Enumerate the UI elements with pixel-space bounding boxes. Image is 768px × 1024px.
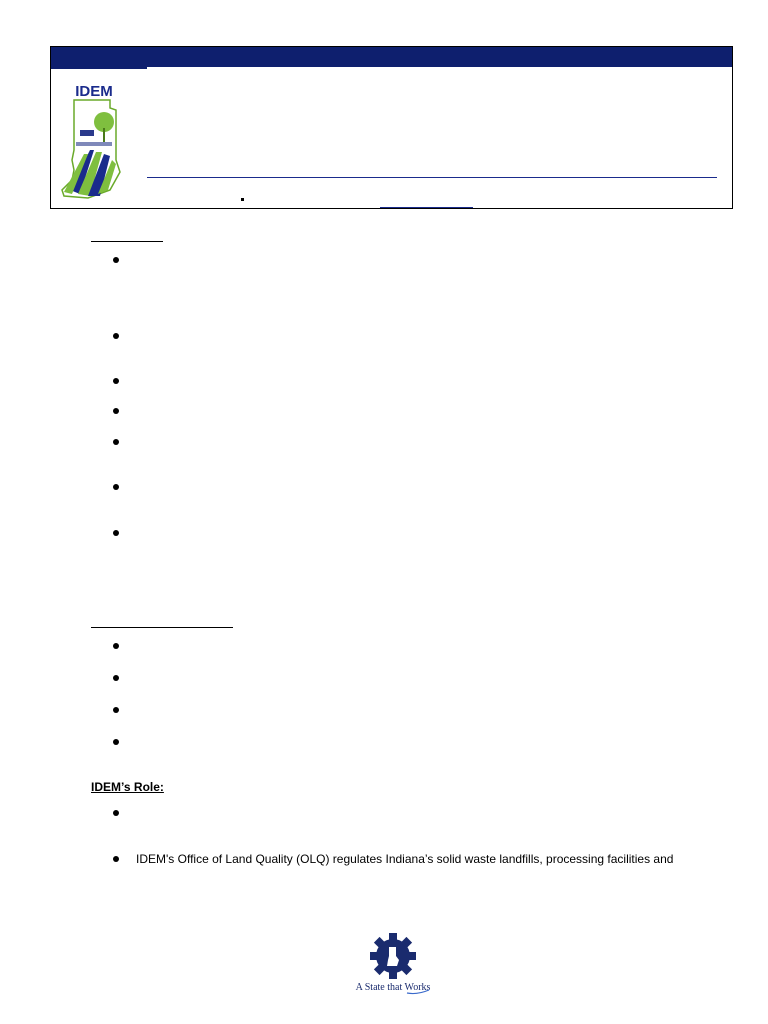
footer-tagline: A State that Works bbox=[355, 982, 431, 993]
section-1-heading-underline bbox=[91, 241, 163, 242]
header-bar-notch bbox=[51, 67, 147, 69]
idem-role-heading: IDEM’s Role: bbox=[91, 780, 164, 794]
idem-role-bullet bbox=[113, 810, 119, 816]
section-2-heading-underline bbox=[91, 627, 233, 628]
section-1-bullet bbox=[113, 257, 119, 263]
section-2-bullet bbox=[113, 643, 119, 649]
idem-logo-text: IDEM bbox=[75, 83, 113, 100]
header-rule bbox=[147, 177, 717, 178]
state-that-works-logo bbox=[351, 932, 435, 998]
header-bar bbox=[51, 47, 732, 67]
section-1-bullet bbox=[113, 408, 119, 414]
idem-role-bullet bbox=[113, 856, 119, 862]
header-box bbox=[50, 46, 733, 209]
section-2-bullet bbox=[113, 739, 119, 745]
section-1-bullet bbox=[113, 530, 119, 536]
section-1-bullet bbox=[113, 484, 119, 490]
idem-logo bbox=[60, 80, 128, 200]
section-2-bullet bbox=[113, 707, 119, 713]
section-2-bullet bbox=[113, 675, 119, 681]
section-1-bullet bbox=[113, 439, 119, 445]
section-1-bullet bbox=[113, 378, 119, 384]
section-1-bullet bbox=[113, 333, 119, 339]
header-link-underline[interactable] bbox=[380, 207, 473, 208]
idem-role-bullet-2-text: IDEM's Office of Land Quality (OLQ) regulates Indiana’s solid waste landfills, processing facilities and bbox=[136, 852, 674, 866]
header-dot bbox=[241, 198, 244, 201]
